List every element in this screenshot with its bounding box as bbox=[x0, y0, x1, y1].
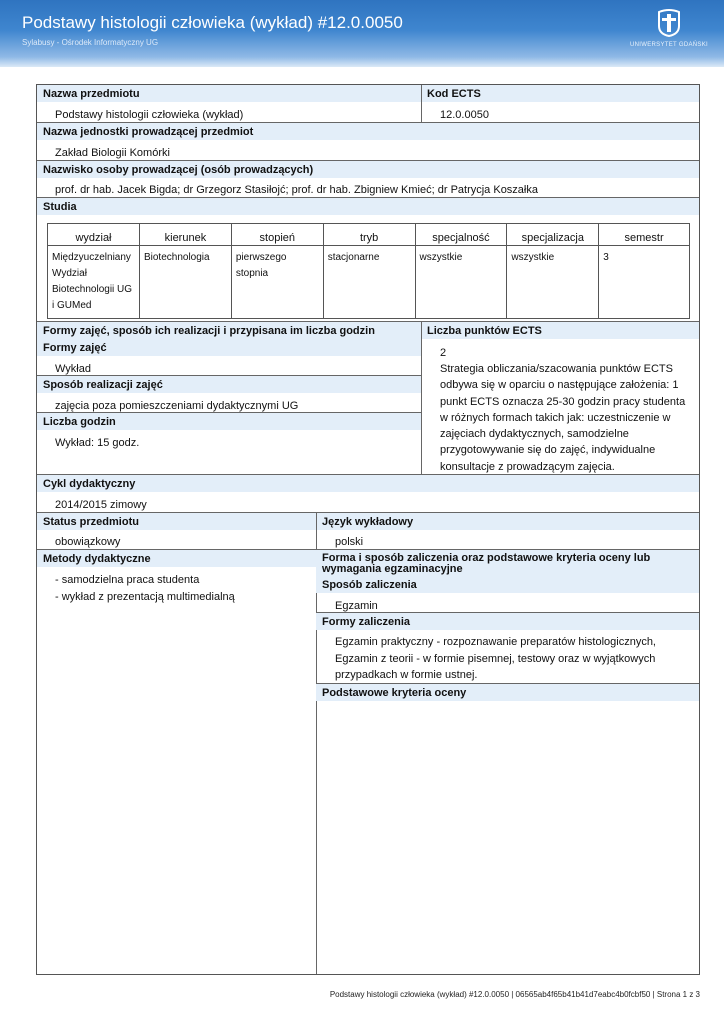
kod-ects-label: Kod ECTS bbox=[421, 85, 699, 102]
formy-zaliczenia-value: Egzamin praktyczny - rozpoznawanie preparatów histologicznych, Egzamin z teorii - w formie pisemnej, testowy oraz w wyjątkowych przypadkach w formie ustnej. bbox=[335, 636, 656, 681]
forma-sposob-label: Forma i sposób zaliczenia oraz podstawowe kryteria oceny lub wymagania egzaminacyjne bbox=[316, 550, 699, 576]
page-footer: Podstawy histologii człowieka (wykład) #12.0.0050 | 06565ab4f65b41b41d7eabc4b0fcbf50 | Strona 1 z 3 bbox=[329, 990, 700, 999]
formy-zajec-value: Wykład bbox=[55, 363, 91, 375]
column-header: tryb bbox=[323, 224, 415, 246]
prowadzacy-label: Nazwisko osoby prowadzącej (osób prowadzących) bbox=[37, 161, 699, 178]
column-header: wydział bbox=[48, 224, 140, 246]
university-logo bbox=[624, 6, 714, 54]
list-item: - samodzielna praca studenta bbox=[55, 572, 235, 589]
logo-text: UNIWERSYTET GDAŃSKI bbox=[630, 42, 708, 48]
kryteria-label: Podstawowe kryteria oceny bbox=[316, 684, 699, 701]
table-cell: Biotechnologia bbox=[139, 246, 231, 319]
liczba-godzin-value: Wykład: 15 godz. bbox=[55, 437, 140, 449]
cykl-label: Cykl dydaktyczny bbox=[37, 475, 699, 492]
page-subtitle: Sylabusy - Ośrodek Informatyczny UG bbox=[22, 38, 159, 47]
status-label: Status przedmiotu bbox=[37, 513, 316, 530]
formy-zaliczenia-label: Formy zaliczenia bbox=[316, 613, 699, 630]
list-item: - wykład z prezentacją multimedialną bbox=[55, 589, 235, 606]
table-header-row bbox=[48, 224, 690, 246]
table-cell: pierwszego stopnia bbox=[231, 246, 323, 319]
divider bbox=[421, 85, 422, 122]
punkty-ects-label: Liczba punktów ECTS bbox=[421, 322, 699, 339]
prowadzacy-value: prof. dr hab. Jacek Bigda; dr Grzegorz Stasiłojć; prof. dr hab. Zbigniew Kmieć; dr Patrycja Koszałka bbox=[55, 184, 538, 196]
table-cell: stacjonarne bbox=[323, 246, 415, 319]
sposob-zaliczenia-label: Sposób zaliczenia bbox=[316, 576, 699, 593]
punkty-ects-description: Strategia obliczania/szacowania punktów ECTS odbywa się w oparciu o następujące założenia: 1 punkt ECTS oznacza 25-30 godzin pracy studenta w różnych formach takich jak: uczestniczenie w zajęciach dydaktycznych, samodzielne przygotowywanie się do zajęć, indywidualne konsultacje z prowadzącym zajęcia. bbox=[440, 363, 686, 473]
divider bbox=[421, 322, 422, 474]
table-row bbox=[48, 246, 690, 319]
metody-label: Metody dydaktyczne bbox=[37, 550, 316, 567]
column-header: kierunek bbox=[139, 224, 231, 246]
cykl-value: 2014/2015 zimowy bbox=[55, 499, 147, 511]
punkty-ects-value: 2 bbox=[440, 347, 447, 359]
page-title: Podstawy histologii człowieka (wykład) #12.0.0050 bbox=[22, 13, 403, 32]
table-cell: Międzyuczelniany Wydział Biotechnologii UG i GUMed bbox=[48, 246, 140, 319]
page-header bbox=[0, 0, 724, 67]
table-cell: wszystkie bbox=[507, 246, 599, 319]
formy-zajec-section-label: Formy zajęć, sposób ich realizacji i przypisana im liczba godzin bbox=[37, 322, 421, 339]
jednostka-value: Zakład Biologii Komórki bbox=[55, 147, 170, 159]
column-header: specjalizacja bbox=[507, 224, 599, 246]
nazwa-przedmiotu-value: Podstawy histologii człowieka (wykład) bbox=[55, 109, 244, 121]
university-crest-icon bbox=[653, 6, 685, 38]
syllabus-document bbox=[36, 84, 700, 975]
liczba-godzin-label: Liczba godzin bbox=[37, 413, 421, 430]
kod-ects-value: 12.0.0050 bbox=[440, 109, 489, 121]
studia-table bbox=[47, 223, 690, 319]
status-value: obowiązkowy bbox=[55, 536, 121, 548]
column-header: specjalność bbox=[415, 224, 507, 246]
metody-list bbox=[55, 572, 235, 606]
column-header: semestr bbox=[599, 224, 690, 246]
sposob-realizacji-label: Sposób realizacji zajęć bbox=[37, 376, 421, 393]
jezyk-label: Język wykładowy bbox=[316, 513, 699, 530]
studia-label: Studia bbox=[37, 198, 699, 215]
formy-zajec-label: Formy zajęć bbox=[37, 339, 421, 356]
table-cell: wszystkie bbox=[415, 246, 507, 319]
sposob-realizacji-value: zajęcia poza pomieszczeniami dydaktycznymi UG bbox=[55, 400, 299, 412]
sposob-zaliczenia-value: Egzamin bbox=[335, 600, 378, 612]
jednostka-label: Nazwa jednostki prowadzącej przedmiot bbox=[37, 123, 699, 140]
column-header: stopień bbox=[231, 224, 323, 246]
table-cell: 3 bbox=[599, 246, 690, 319]
nazwa-przedmiotu-label: Nazwa przedmiotu bbox=[37, 85, 421, 102]
jezyk-value: polski bbox=[335, 536, 364, 548]
